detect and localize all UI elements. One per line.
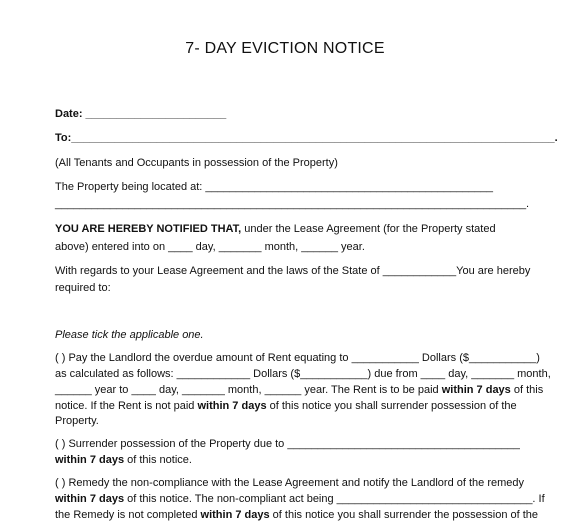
regards-line2: required to: — [55, 282, 111, 294]
option-pay-rent-line3 — [55, 383, 543, 397]
tick-instruction: Please tick the applicable one. — [55, 329, 204, 341]
notice-statement-line2: above) entered into on ____ day, _______ month, ______ year. — [55, 241, 365, 253]
page-title: 7- DAY EVICTION NOTICE — [185, 40, 385, 57]
deadline-text: within 7 days — [441, 384, 511, 396]
option-surrender-line2 — [55, 453, 192, 467]
property-line-continued: _____________________________________________________________________________. — [55, 198, 530, 210]
text-segment: the Remedy is not completed — [55, 509, 201, 521]
text-segment: of this notice. The non-compliant act being ________________________________. If — [124, 493, 545, 505]
text-segment: of this — [510, 384, 544, 396]
notice-statement — [55, 222, 496, 236]
text-segment: ______ year to ____ day, _______ month, ______ year. The Rent is to be paid — [55, 384, 442, 396]
text-segment: of this notice you shall surrender possession of the — [266, 400, 517, 412]
option-remedy-line3 — [55, 508, 538, 522]
option-remedy: ( ) Remedy the non-compliance with the Lease Agreement and notify the Landlord of the remedy — [55, 477, 524, 489]
deadline-text: within 7 days — [55, 454, 125, 466]
option-surrender: ( ) Surrender possession of the Property due to ______________________________________ — [55, 438, 520, 450]
deadline-text: within 7 days — [197, 400, 267, 412]
option-pay-rent: ( ) Pay the Landlord the overdue amount of Rent equating to ___________ Dollars ($___________) — [55, 352, 540, 364]
option-pay-rent-line4 — [55, 399, 517, 413]
option-pay-rent-line2: as calculated as follows: ____________ Dollars ($___________) due from ____ day, _______ month, — [55, 368, 551, 380]
notice-text: under the Lease Agreement (for the Property stated — [241, 223, 496, 235]
deadline-text: within 7 days — [200, 509, 270, 521]
regards-line: With regards to your Lease Agreement and the laws of the State of ____________You are hereby — [55, 265, 531, 277]
to-line: To:_______________________________________________________________________________. — [55, 132, 558, 144]
property-line: The Property being located at: _______________________________________________ — [55, 181, 493, 193]
notice-bold-text: YOU ARE HEREBY NOTIFIED THAT, — [55, 223, 242, 235]
date-line: Date: _______________________ — [55, 108, 227, 120]
text-segment: notice. If the Rent is not paid — [55, 400, 198, 412]
option-pay-rent-line5: Property. — [55, 415, 99, 427]
option-remedy-line2 — [55, 492, 545, 506]
tenants-note: (All Tenants and Occupants in possession of the Property) — [55, 157, 338, 169]
text-segment: of this notice. — [124, 454, 192, 466]
text-segment: of this notice you shall surrender the possession of the — [269, 509, 539, 521]
deadline-text: within 7 days — [55, 493, 125, 505]
